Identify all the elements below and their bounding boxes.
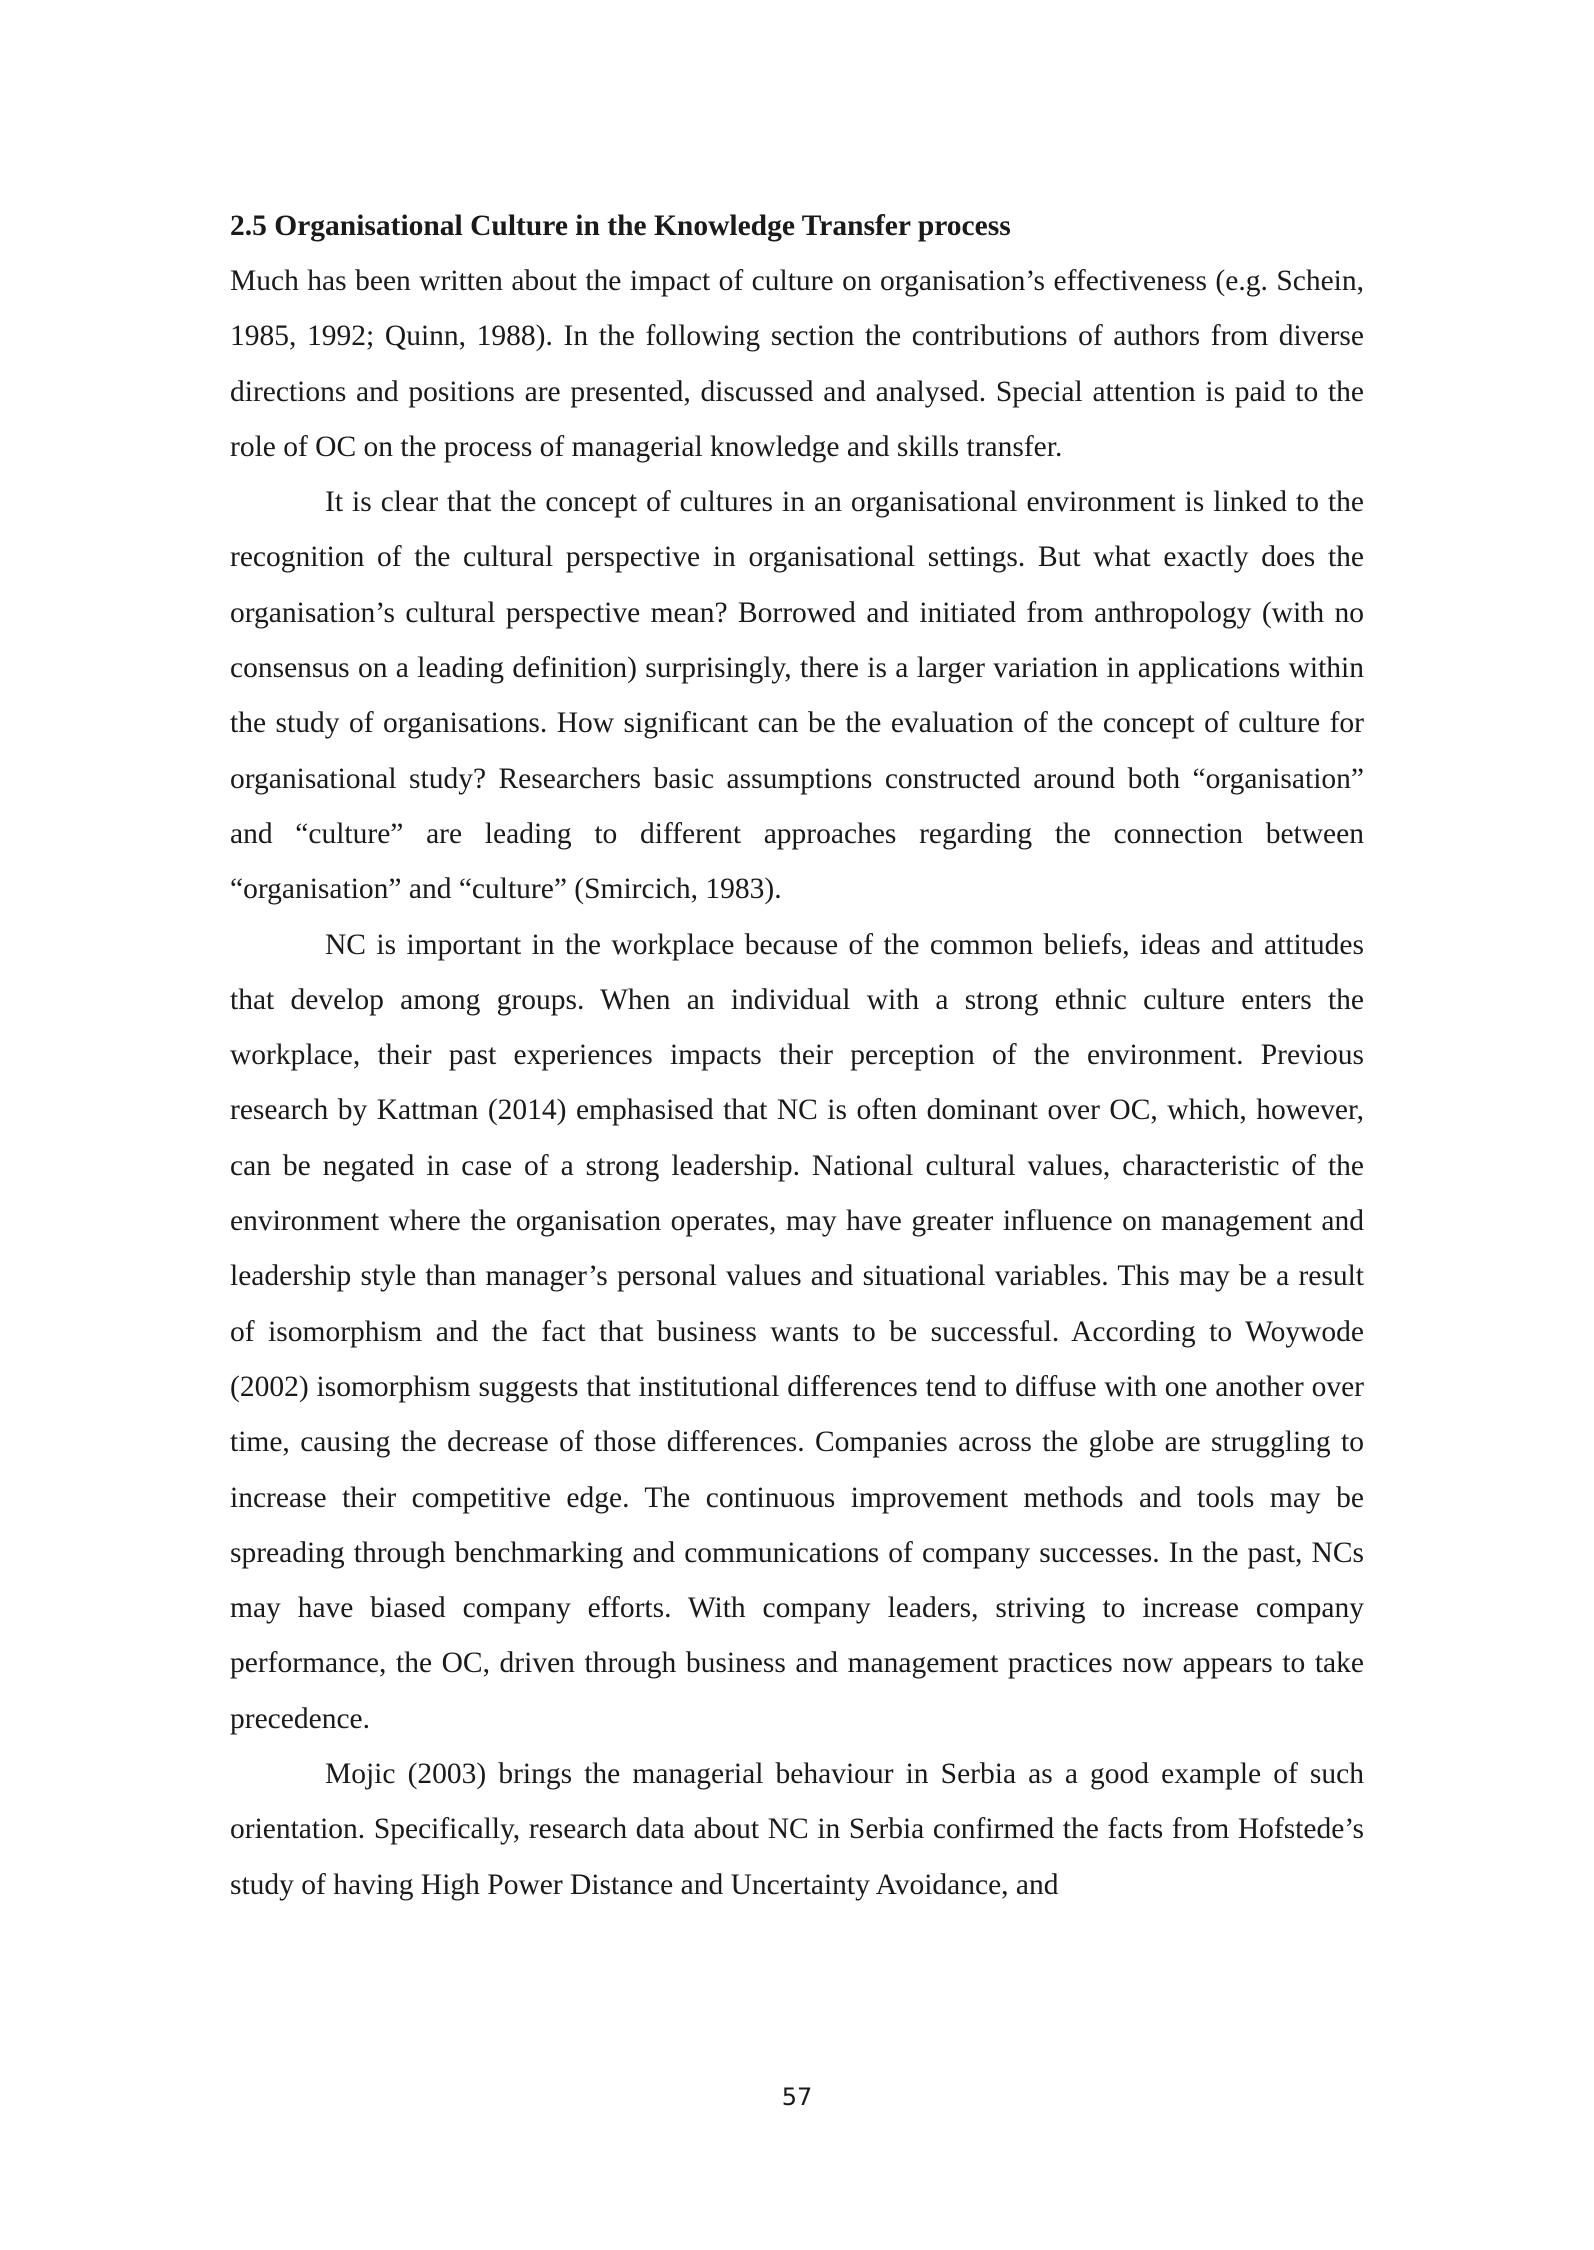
page-number: 57 xyxy=(781,2083,813,2111)
section-heading: 2.5 Organisational Culture in the Knowledge Transfer process xyxy=(230,210,1011,242)
paragraph-cultural-perspective: It is clear that the concept of cultures in an organisational environment is linked to the recognition of the cultural perspective in organisational settings. But what exactly does the organisation’s cultural perspective mean? Borrowed and initiated from anthropology (with no consensus on a leading definition) surprisingly, there is a larger variation in applications within the study of organisations. How significant can be the evaluation of the concept of culture for organisational study? Researchers basic assumptions constructed around both “organisation” and “culture” are leading to different approaches regarding the connection between “organisation” and “culture” (Smircich, 1983). xyxy=(230,486,1364,906)
paragraph-serbia-example: Mojic (2003) brings the managerial behaviour in Serbia as a good example of such orientation. Specifically, research data about NC in Serbia confirmed the facts from Hofstede’s study of having High Power Distance and Uncertainty Avoidance, and xyxy=(230,1758,1364,1901)
page-body xyxy=(230,199,1364,1913)
paragraph-national-culture: NC is important in the workplace because of the common beliefs, ideas and attitudes that develop among groups. When an individual with a strong ethnic culture enters the workplace, their past experiences impacts their perception of the environment. Previous research by Kattman (2014) emphasised that NC is often dominant over OC, which, however, can be negated in case of a strong leadership. National cultural values, characteristic of the environment where the organisation operates, may have greater influence on management and leadership style than manager’s personal values and situational variables. This may be a result of isomorphism and the fact that business wants to be successful. According to Woywode (2002) isomorphism suggests that institutional differences tend to diffuse with one another over time, causing the decrease of those differences. Companies across the globe are struggling to increase their competitive edge. The continuous improvement methods and tools may be spreading through benchmarking and communications of company successes. In the past, NCs may have biased company efforts. With company leaders, striving to increase company performance, the OC, driven through business and management practices now appears to take precedence. xyxy=(230,928,1364,1735)
paragraph-intro: Much has been written about the impact of culture on organisation’s effectiveness (e.g. Schein, 1985, 1992; Quinn, 1988). In the following section the contributions of authors from diverse directions and positions are presented, discussed and analysed. Special attention is paid to the role of OC on the process of managerial knowledge and skills transfer. xyxy=(230,265,1364,463)
